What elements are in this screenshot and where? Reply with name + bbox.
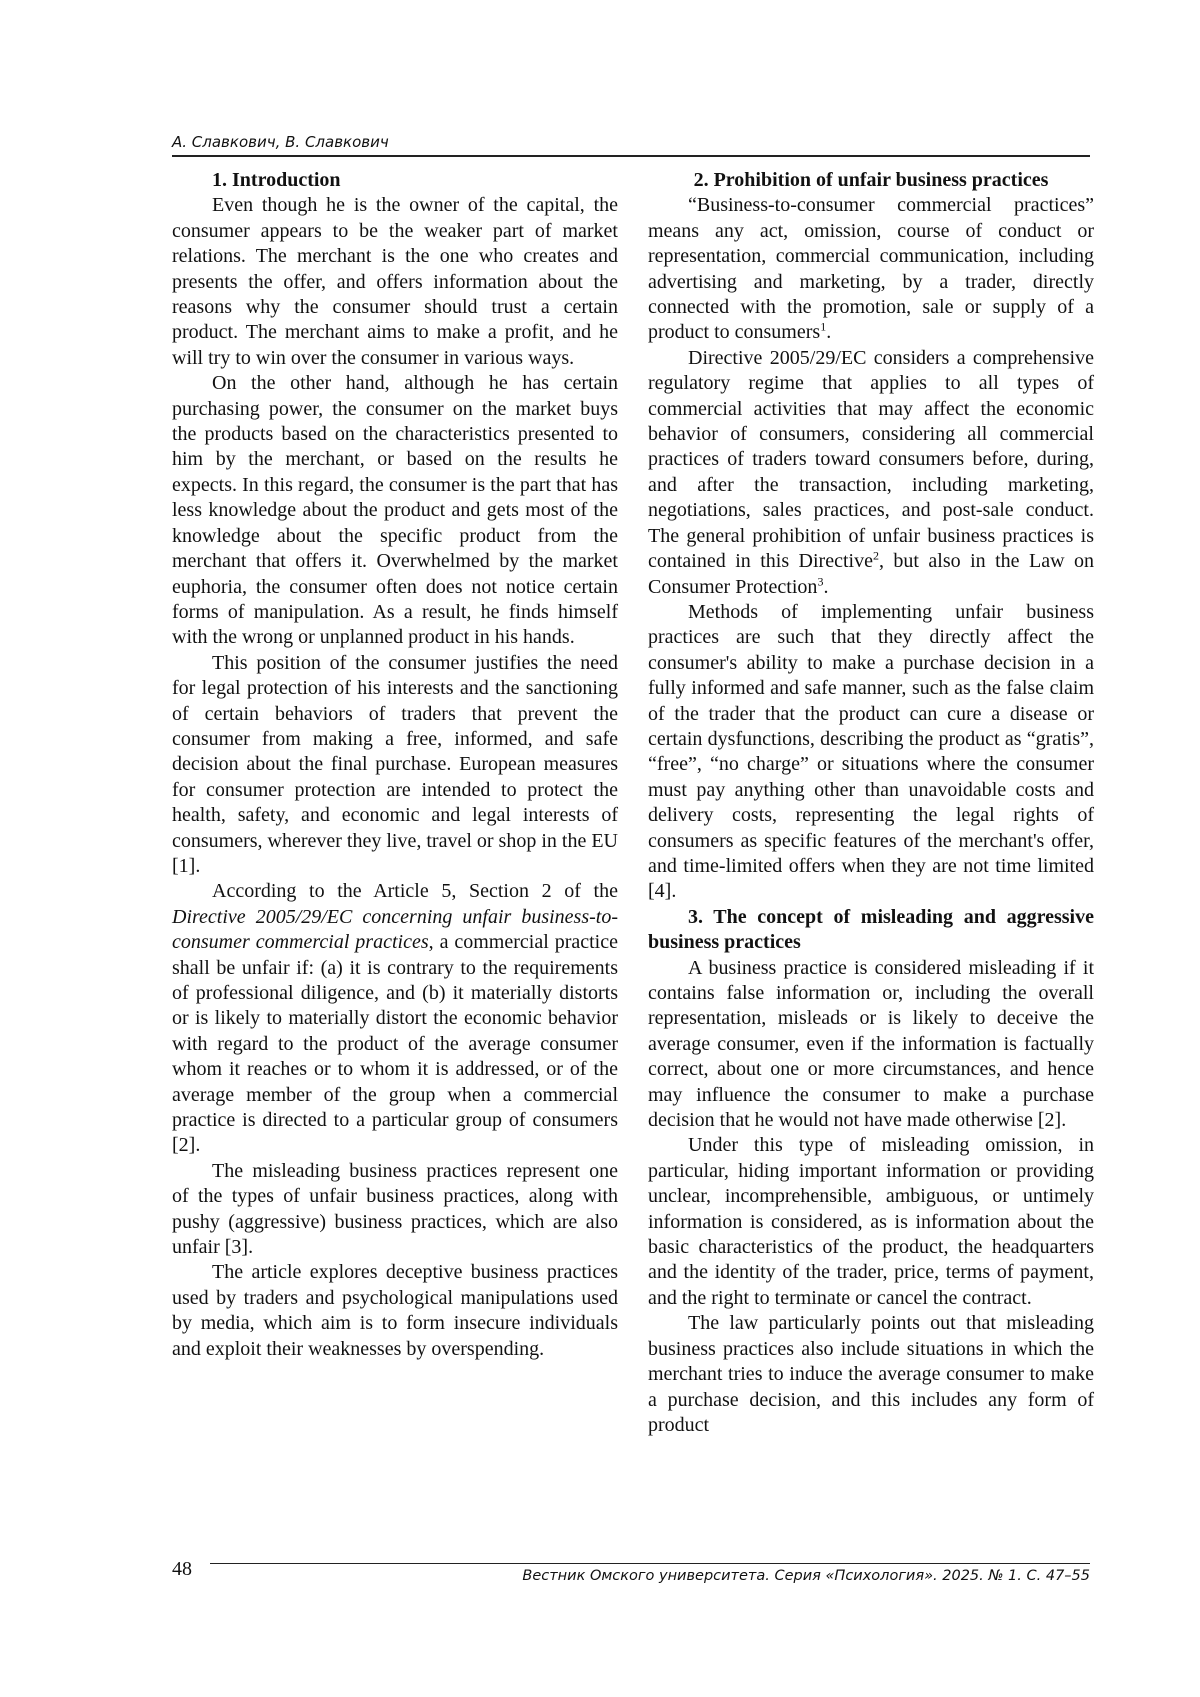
paragraph: Under this type of misleading omission, in particular, hiding important information or providing unclear, incomprehensible, ambiguous, or untimely information is considered, as is information about the basic characteristics of the product, the headquarters and the identity of the trader, price, terms of payment, and the right to terminate or cancel the contract. <box>648 1134 1094 1309</box>
paragraph <box>172 879 618 1158</box>
paragraph-text: . <box>823 575 829 598</box>
paragraph-text: , but also in the Law on Consumer Protection <box>648 550 1094 598</box>
paragraph: Methods of implementing unfair business practices are such that they directly affect the consumer's ability to make a purchase decision in a fully informed and safe manner, such as the false claim of the trader that the product can cure a disease or certain dysfunctions, describing the product as “gratis”, “free”, “no charge” or situations where the consumer must pay anything other than unavoidable costs and delivery costs, representing the legal rights of consumers as specific features of the merchant's offer, and time-limited offers when they are not time limited [4]. <box>648 600 1094 903</box>
page-number: 48 <box>172 1558 192 1580</box>
right-column <box>648 168 1094 1438</box>
paragraph: The misleading business practices represent one of the types of unfair business practices, along with pushy (aggressive) business practices, which are also unfair [3]. <box>172 1159 618 1259</box>
section-heading-introduction: 1. Introduction <box>212 169 341 191</box>
paragraph: The article explores deceptive business practices used by traders and psychological manipulations used by media, which aim is to form insecure individuals and exploit their weaknesses by overspending. <box>172 1261 618 1360</box>
left-column <box>172 168 618 1362</box>
paragraph-text: According to the Article 5, Section 2 of the <box>212 880 618 903</box>
section-heading-prohibition: 2. Prohibition of unfair business practices <box>693 169 1049 191</box>
directive-title: Directive 2005/29/EC concerning unfair business-to-consumer commercial practices <box>172 905 618 954</box>
footnote-ref[interactable]: 2 <box>872 548 879 563</box>
paragraph: This position of the consumer justifies the need for legal protection of his interests and the sanctioning of certain behaviors of traders that prevent the consumer from making a free, informed, and safe decision about the final purchase. European measures for consumer protection are intended to protect the health, safety, and economic and legal interests of consumers, wherever they live, travel or shop in the EU [1]. <box>172 651 618 877</box>
running-head: А. Славкович, В. Славкович <box>172 133 389 151</box>
paragraph: The law particularly points out that misleading business practices also include situations in which the merchant tries to induce the average consumer to make a purchase decision, and this includes any form of product <box>648 1312 1094 1436</box>
footer-rule <box>210 1563 1090 1564</box>
journal-citation: Вестник Омского университета. Серия «Психология». 2025. № 1. С. 47–55 <box>522 1568 1090 1584</box>
paragraph-text: Directive 2005/29/EC considers a comprehensive regulatory regime that applies to all types of commercial activities that may affect the economic behavior of consumers, considering all commercial practices of traders toward consumers before, during, and after the transaction, including marketing, negotiations, sales practices, and post-sale conduct. The general prohibition of unfair business practices is contained in this Directive <box>648 346 1094 573</box>
footnote-ref[interactable]: 3 <box>817 573 824 588</box>
paragraph: On the other hand, although he has certain purchasing power, the consumer on the market buys the products based on the characteristics presented to him by the merchant, or based on the results he expects. In this regard, the consumer is the part that has less knowledge about the product and gets most of the knowledge about the specific product from the merchant that offers it. Overwhelmed by the market euphoria, the consumer often does not notice certain forms of manipulation. As a result, he finds himself with the wrong or unplanned product in his hands. <box>172 372 618 649</box>
paragraph-text: “Business-to-consumer commercial practices” means any act, omission, course of conduct or representation, commercial communication, including advertising and marketing, by a trader, directly connected with the promotion, sale or supply of a product to consumers <box>648 194 1094 344</box>
footnote-ref[interactable]: 1 <box>820 319 827 334</box>
paragraph: A business practice is considered misleading if it contains false information or, including the overall representation, misleads or is likely to deceive the average consumer, even if the information is factually correct, about one or more circumstances, and hence may influence the consumer to make a purchase decision that he would not have made otherwise [2]. <box>648 956 1094 1132</box>
paragraph <box>648 193 1094 345</box>
paragraph <box>648 346 1094 600</box>
header-rule <box>172 155 1090 157</box>
paragraph-text: , a commercial practice shall be unfair if: (a) it is contrary to the requirements of professional diligence, and (b) it materially distorts or is likely to materially distort the economic behavior with regard to the product of the average consumer whom it reaches or to whom it is addressed, or of the average member of the group when a commercial practice is directed to a particular group of consumers [2]. <box>172 931 618 1157</box>
paragraph: Even though he is the owner of the capital, the consumer appears to be the weaker part of market relations. The merchant is the one who creates and presents the offer, and offers information about the reasons why the consumer should trust a certain product. The merchant aims to make a profit, and he will try to win over the consumer in various ways. <box>172 194 618 369</box>
section-heading-misleading: 3. The concept of misleading and aggressive business practices <box>648 905 1094 954</box>
paragraph-text: . <box>826 321 832 344</box>
